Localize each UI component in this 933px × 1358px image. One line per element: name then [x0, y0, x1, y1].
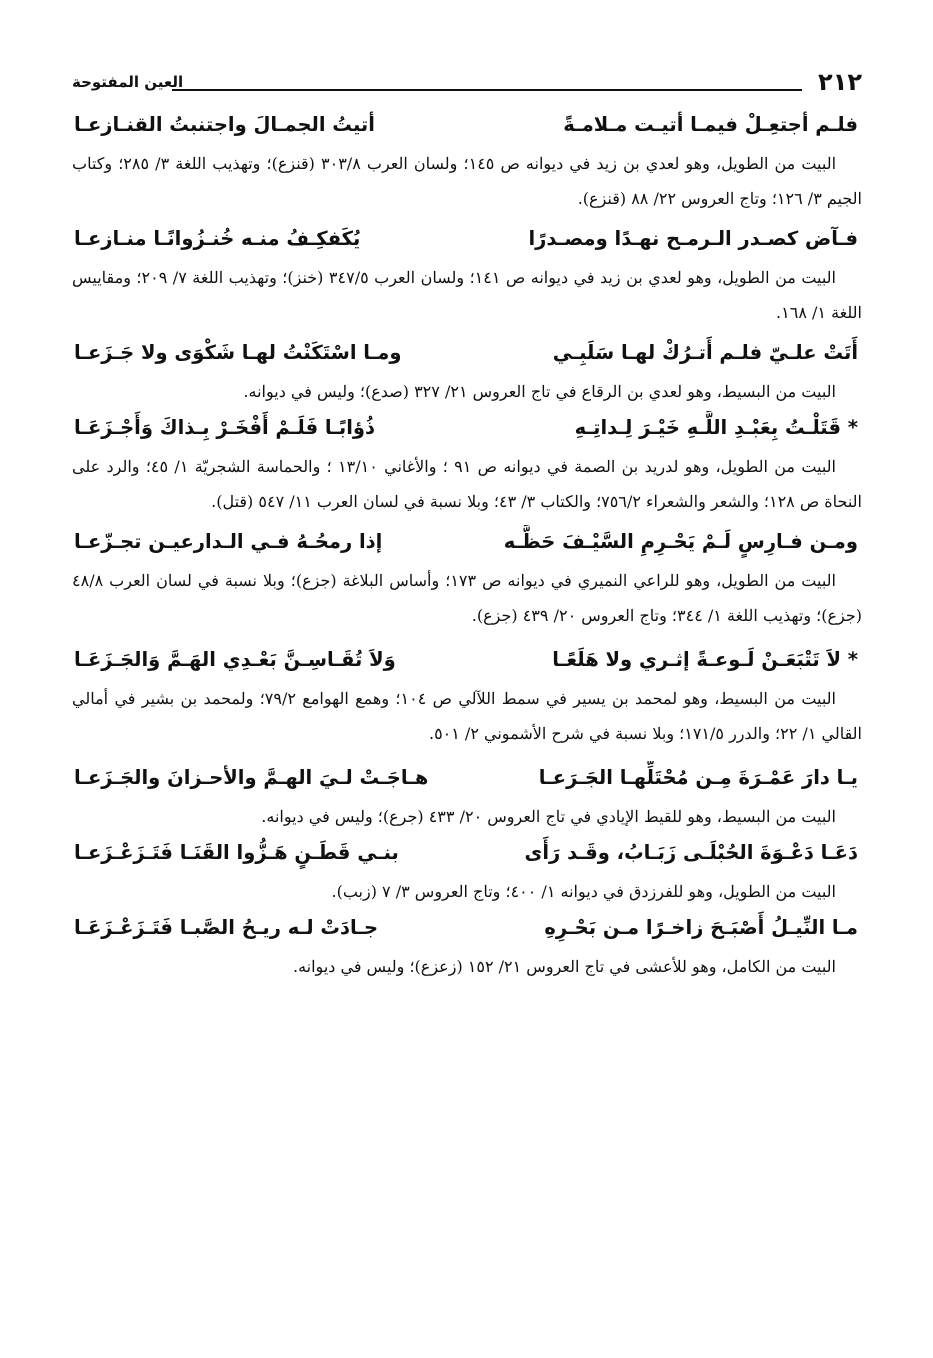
entry — [72, 643, 862, 751]
verse-first-hemistich: فـآض كصـدر الـرمـح نهـدًا ومصـدرًا — [528, 227, 858, 250]
verse-second-hemistich: يُكَفكِـفُ منـه خُنـزُوانًـا منـازعـا — [74, 227, 361, 250]
verse-first-hemistich: يـا دارَ عَمْـرَةَ مِـن مُحْتَلِّهـا الجَـرَعـا — [538, 766, 858, 789]
verse-first-hemistich: أَتَتْ علـيّ فلـم أَتـرُكْ لهـا سَلَبِـي — [552, 341, 858, 364]
commentary: البيت من البسيط، وهو لمحمد بن يسير في سمط اللآلي ص ١٠٤؛ وهمع الهوامع ٧٩/٢؛ ولمحمد بن بشير في أمالي القالي ١/ ٢٢؛ والدرر ١٧١/٥؛ وبلا نسبة في شرح الأشموني ٢/ ٥٠١. — [72, 689, 862, 743]
commentary: البيت من الكامل، وهو للأعشى في تاج العروس ٢١/ ١٥٢ (زعزع)؛ وليس في ديوانه. — [292, 957, 836, 976]
commentary: البيت من الطويل، وهو للفرزدق في ديوانه ١/ ٤٠٠؛ وتاج العروس ٣/ ٧ (زبب). — [331, 882, 836, 901]
entry — [72, 108, 862, 216]
verse-second-hemistich: وَلاَ تُقَـاسِـنَّ بَعْـدِي الهَـمَّ وَالجَـزَعَـا — [74, 648, 396, 671]
book-page — [72, 64, 862, 986]
verse-line — [72, 411, 862, 449]
verse-line — [72, 911, 862, 949]
entries — [72, 108, 862, 984]
entry — [72, 911, 862, 984]
verse-first-hemistich: مـا النِّيـلُ أَصْبَـحَ زاخـرًا مـن بَحْـرِهِ — [544, 916, 858, 939]
commentary: البيت من الطويل، وهو لدريد بن الصمة في ديوانه ص ٩١ ؛ والأغاني ١٣/١٠ ؛ والحماسة الشجريّة ١/ ٤٥؛ والرد على النحاة ص ١٢٨؛ والشعر والشعراء ٧٥٦/٢؛ والكتاب ٣/ ٤٣؛ وبلا نسبة في لسان العرب ١١/ ٥٤٧ (قتل). — [72, 457, 862, 511]
verse-line — [72, 525, 862, 563]
verse-line — [72, 836, 862, 874]
commentary: البيت من الطويل، وهو للراعي النميري في ديوانه ص ١٧٣؛ وأساس البلاغة (جزع)؛ وبلا نسبة في لسان العرب ٤٨/٨ (جزع)؛ وتهذيب اللغة ١/ ٣٤٤؛ وتاج العروس ٢٠/ ٤٣٩ (جزع). — [72, 571, 862, 625]
verse-second-hemistich: ومـا اسْتَكَنْتُ لهـا شَكْوَى ولا جَـزَعـا — [74, 341, 402, 364]
verse-second-hemistich: إذا رمحُـهُ فـي الـدارعيـن تجـزّعـا — [74, 530, 383, 553]
verse-line — [72, 336, 862, 374]
verse-first-hemistich: دَعَـا دَعْـوَةَ الحُبْلَـى زَبَـابُ، وقَـد رَأَى — [524, 841, 858, 864]
page-header — [72, 64, 862, 98]
verse-first-hemistich: ومـن فـارِسٍ لَـمْ يَحْـرِمِ السَّيْـفَ حَظَّـه — [503, 530, 858, 553]
header-rule — [172, 89, 802, 91]
verse-line — [72, 108, 862, 146]
verse-first-hemistich: * قَتَلْـتُ بِعَبْـدِ اللَّـهِ خَيْـرَ لِـداتِـهِ — [574, 416, 858, 439]
page-number: ٢١٢ — [818, 68, 862, 96]
entry — [72, 836, 862, 909]
commentary: البيت من الطويل، وهو لعدي بن زيد في ديوانه ص ١٤١؛ ولسان العرب ٣٤٧/٥ (خنز)؛ وتهذيب اللغة ٧/ ٢٠٩؛ ومقاييس اللغة ١/ ١٦٨. — [72, 268, 862, 322]
entry — [72, 761, 862, 834]
verse-first-hemistich: فلـم أجتعِـلْ فيمـا أتيـت مـلامـةً — [563, 113, 858, 136]
entry — [72, 411, 862, 519]
verse-line — [72, 761, 862, 799]
verse-line — [72, 222, 862, 260]
running-title: العين المفتوحة — [72, 73, 184, 91]
verse-second-hemistich: أتيتُ الجمـالَ واجتنبتُ القنـازعـا — [74, 113, 375, 136]
commentary: البيت من البسيط، وهو لعدي بن الرقاع في تاج العروس ٢١/ ٣٢٧ (صدع)؛ وليس في ديوانه. — [243, 382, 836, 401]
commentary: البيت من البسيط، وهو للقيط الإيادي في تاج العروس ٢٠/ ٤٣٣ (جرع)؛ وليس في ديوانه. — [261, 807, 836, 826]
entry — [72, 525, 862, 633]
entry — [72, 222, 862, 330]
verse-first-hemistich: * لاَ تَتْبَعَـنْ لَـوعـةً إثـري ولا هَلَعًـا — [552, 648, 858, 671]
verse-second-hemistich: ذُؤابًـا فَلَـمْ أَفْخَـرْ بِـذاكَ وَأَجْـزَعَـا — [74, 416, 376, 439]
verse-second-hemistich: هـاجَـتْ لـيَ الهـمَّ والأحـزانَ والجَـزَعـا — [74, 766, 429, 789]
verse-second-hemistich: بنـي قَطَـنٍ هَـزُّوا القَنَـا فَتَـزَعْـزَعـا — [74, 841, 399, 864]
commentary: البيت من الطويل، وهو لعدي بن زيد في ديوانه ص ١٤٥؛ ولسان العرب ٣٠٣/٨ (قنزع)؛ وتهذيب اللغة ٣/ ٢٨٥؛ وكتاب الجيم ٣/ ١٢٦؛ وتاج العروس ٢٢/ ٨٨ (قنزع). — [72, 154, 862, 208]
verse-line — [72, 643, 862, 681]
verse-second-hemistich: جـادَتْ لـه ريـحُ الصَّبـا فَتَـزَعْـزَعَـا — [74, 916, 378, 939]
entry — [72, 336, 862, 409]
